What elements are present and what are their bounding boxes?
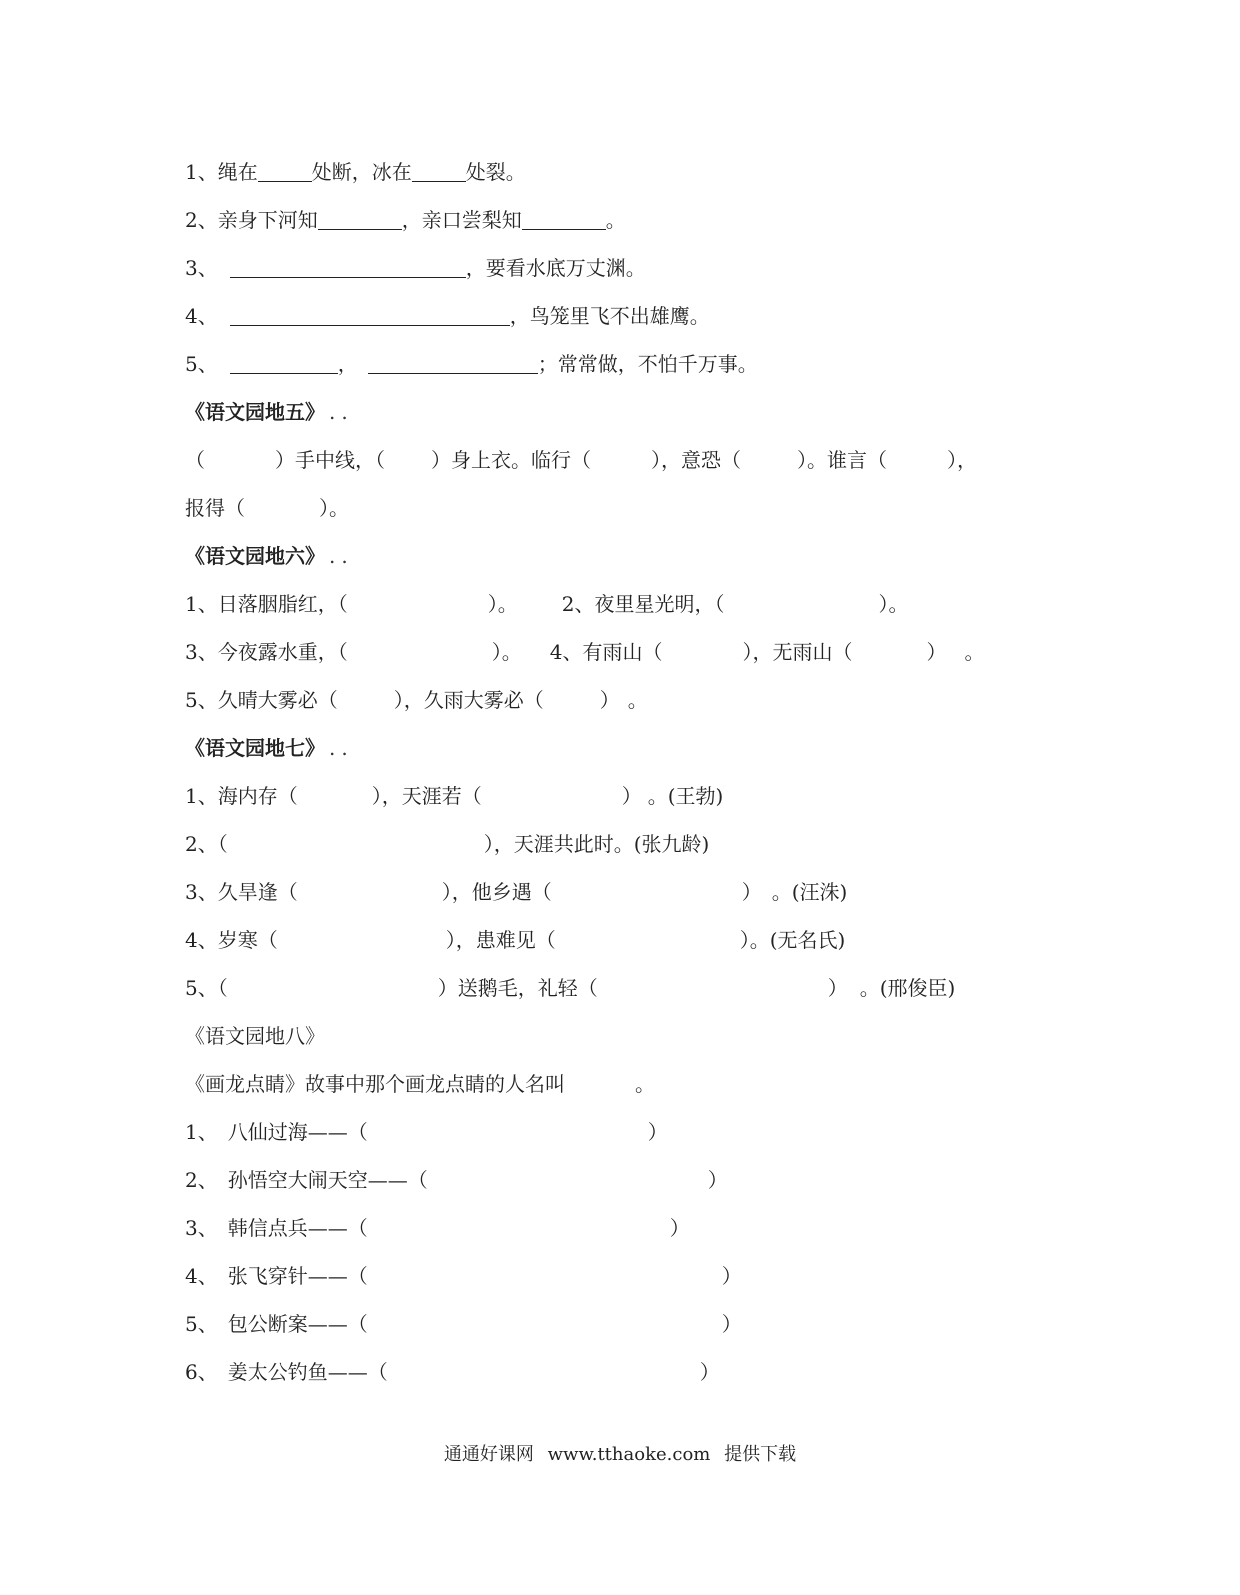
line-text: 。 (627, 688, 648, 712)
line-text: 。(王勃) (647, 784, 724, 808)
paren-close: ） (721, 1312, 742, 1336)
s6-line-2 (185, 638, 984, 666)
section-7-title (185, 734, 354, 762)
s8-item (185, 1358, 720, 1386)
line-text: 报得（ (185, 496, 245, 520)
line-text: ） (827, 976, 848, 1000)
line-text: 1、日落胭脂红，（ (185, 592, 348, 616)
footer-tail: 提供下载 (724, 1444, 797, 1465)
answer-blank[interactable] (230, 353, 338, 374)
s4-question-3 (185, 254, 646, 282)
s4-question-5 (185, 350, 758, 378)
line-text: 1、海内存（ (185, 784, 298, 808)
answer-blank[interactable] (368, 353, 538, 374)
line-text: ）身上衣。临行（ (431, 448, 591, 472)
answer-blank[interactable] (230, 305, 510, 326)
question-text: 处裂。 (465, 160, 526, 184)
line-text: ）。 (491, 640, 522, 664)
s8-intro (185, 1070, 655, 1098)
section-6-title (185, 542, 354, 570)
paren-close: ） (669, 1216, 690, 1240)
line-text: 4、有雨山（ (549, 640, 663, 664)
line-text: 3、久旱逢（ (185, 880, 298, 904)
footer-site-name: 通通好课网 (443, 1444, 534, 1465)
line-text: 4、岁寒（ (185, 928, 278, 952)
s8-item (185, 1214, 690, 1242)
question-text: 处断，冰在 (311, 160, 412, 184)
s6-line-1 (185, 590, 908, 618)
question-number: 5、 (185, 352, 218, 376)
section-title-text: 《语文园地八》 (185, 1024, 325, 1048)
question-number: 3、 (185, 256, 218, 280)
line-text: 。 (635, 1072, 655, 1096)
paren-close: ） (699, 1360, 720, 1384)
question-text: ， (337, 352, 358, 376)
section-5-title (185, 398, 354, 426)
line-text: ），天涯若（ (371, 784, 482, 808)
answer-blank[interactable] (412, 161, 466, 182)
s8-item (185, 1118, 668, 1146)
dots: .. (329, 736, 354, 760)
answer-blank[interactable] (318, 209, 402, 230)
paren-close: ） (721, 1264, 742, 1288)
s5-line-1 (185, 446, 977, 474)
s4-question-4 (185, 302, 710, 330)
line-text: ）， (947, 448, 977, 472)
section-title-text: 《语文园地七》 (185, 736, 325, 760)
line-text: ）。谁言（ (797, 448, 887, 472)
question-number: 4、 (185, 304, 218, 328)
s5-line-2 (185, 494, 349, 522)
line-text: ）。 (878, 592, 909, 616)
line-text: ），他乡遇（ (441, 880, 552, 904)
s7-line-1 (185, 782, 723, 810)
question-text: 亲身下河知 (217, 208, 318, 232)
s4-question-1 (185, 158, 526, 186)
dots: .. (329, 400, 354, 424)
item-text: 姜太公钓鱼——（ (227, 1360, 388, 1384)
line-text: ）手中线，（ (275, 448, 385, 472)
item-number: 6、 (185, 1360, 218, 1384)
line-text: 5、久晴大雾必（ (185, 688, 338, 712)
item-number: 4、 (185, 1264, 218, 1288)
item-text: 孙悟空大闹天空——（ (227, 1168, 428, 1192)
item-text: 张飞穿针——（ (227, 1264, 368, 1288)
line-text: 《画龙点睛》故事中那个画龙点睛的人名叫 (185, 1072, 565, 1096)
line-text: ），患难见（ (445, 928, 556, 952)
section-title-text: 《语文园地六》 (185, 544, 325, 568)
item-text: 八仙过海——（ (227, 1120, 368, 1144)
dots: .. (329, 544, 354, 568)
line-text: ）送鹅毛，礼轻（ (437, 976, 598, 1000)
line-text: ） (926, 640, 947, 664)
line-text: ）。 (487, 592, 518, 616)
answer-blank[interactable] (258, 161, 312, 182)
footer-url[interactable]: www.tthaoke.com (547, 1444, 711, 1465)
line-text: 2、夜里星光明，（ (561, 592, 725, 616)
s7-line-4 (185, 926, 845, 954)
line-text: ） (621, 784, 642, 808)
s7-line-2 (185, 830, 709, 858)
line-text: 。(邢俊臣) (859, 976, 956, 1000)
question-text: ；常常做，不怕千万事。 (537, 352, 758, 376)
s8-item (185, 1166, 728, 1194)
s8-item (185, 1310, 742, 1338)
question-text: 。 (605, 208, 626, 232)
question-text: 绳在 (217, 160, 258, 184)
paren-open: （ (185, 448, 205, 472)
item-text: 包公断案——（ (227, 1312, 368, 1336)
line-text: ）。(无名氏) (739, 928, 846, 952)
line-text: 3、今夜露水重，（ (185, 640, 348, 664)
line-text: ），天涯共此时。(张九龄) (483, 832, 710, 856)
section-8-title (185, 1022, 325, 1050)
question-number: 1、 (185, 160, 218, 184)
line-text: ），久雨大雾必（ (393, 688, 544, 712)
item-number: 3、 (185, 1216, 218, 1240)
line-text: ） (741, 880, 762, 904)
question-number: 2、 (185, 208, 218, 232)
s8-item (185, 1262, 742, 1290)
line-text: 2、（ (185, 832, 228, 856)
question-text: ，鸟笼里飞不出雄鹰。 (509, 304, 710, 328)
line-text: 5、（ (185, 976, 228, 1000)
paren-close: ） (647, 1120, 668, 1144)
s7-line-5 (185, 974, 955, 1002)
s4-question-2 (185, 206, 626, 234)
question-text: ，亲口尝梨知 (401, 208, 522, 232)
item-number: 5、 (185, 1312, 218, 1336)
question-text: ，要看水底万丈渊。 (465, 256, 646, 280)
line-text: 。 (964, 640, 985, 664)
item-number: 1、 (185, 1120, 218, 1144)
s7-line-3 (185, 878, 847, 906)
s6-line-3 (185, 686, 648, 714)
answer-blank[interactable] (230, 257, 466, 278)
line-text: ），意恐（ (651, 448, 741, 472)
section-title-text: 《语文园地五》 (185, 400, 325, 424)
line-text: ） (599, 688, 620, 712)
answer-blank[interactable] (522, 209, 606, 230)
item-text: 韩信点兵——（ (227, 1216, 368, 1240)
item-number: 2、 (185, 1168, 218, 1192)
line-text: ），无雨山（ (742, 640, 853, 664)
line-text: 。(汪洙) (771, 880, 848, 904)
paren-close: ） (707, 1168, 728, 1192)
page-footer (0, 1442, 1240, 1468)
line-text: ）。 (319, 496, 349, 520)
